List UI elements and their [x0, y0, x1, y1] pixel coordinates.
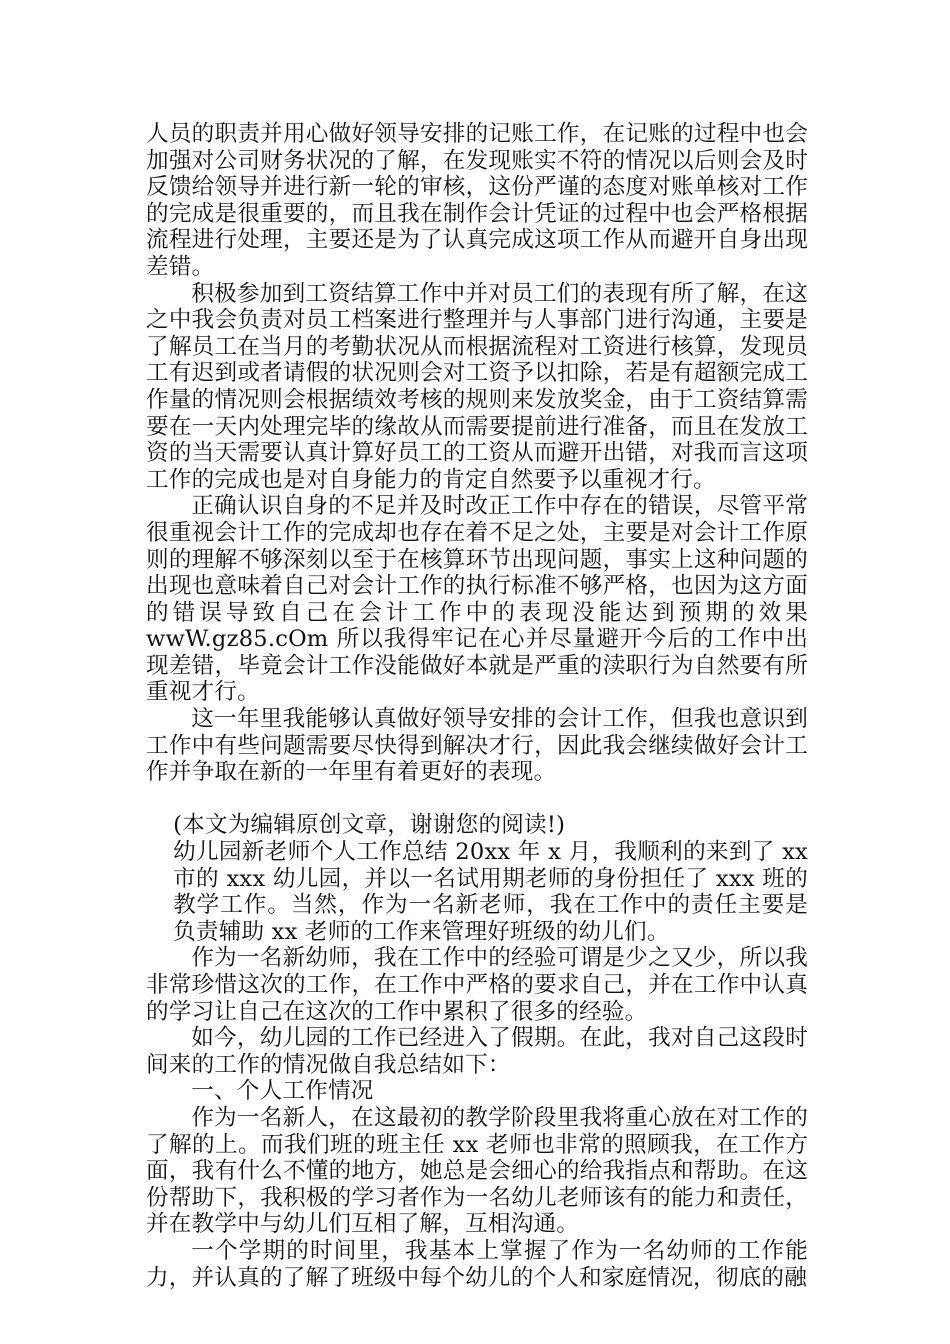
paragraph-summary-lead: 如今，幼儿园的工作已经进入了假期。在此，我对自己这段时间来的工作的情况做自我总结如下： — [146, 1025, 808, 1078]
paragraph-continuation: 人员的职责并用心做好领导安排的记账工作，在记账的过程中也会加强对公司财务状况的了解，在发现账实不符的情况以后则会及时反馈给领导并进行新一轮的审核，这份严谨的态度对账单核对工作的完成是很重要的，而且我在制作会计凭证的过程中也会严格根据流程进行处理，主要还是为了认真完成这项工作从而避开自身出现差错。 — [146, 121, 808, 280]
paragraph-semester: 一个学期的时间里，我基本上掌握了作为一名幼师的工作能力，并认真的了解了班级中每个幼儿的个人和家庭情况，彻底的融 — [146, 1237, 808, 1291]
editor-note: (本文为编辑原创文章，谢谢您的阅读!) — [173, 812, 566, 839]
second-article-intro: 幼儿园新老师个人工作总结 20xx 年 x 月，我顺利的来到了 xx 市的 xxx 幼儿园，并以一名试用期老师的身份担任了 xxx 班的教学工作。当然，作为一名新老师，我在工作中的责任主要是负责辅助 xx 老师的工作来管理好班级的幼儿们。 — [173, 839, 808, 945]
paragraph-shortcomings: 正确认识自身的不足并及时改正工作中存在的错误，尽管平常很重视会计工作的完成却也存在着不足之处，主要是对会计工作原则的理解不够深刻以至于在核算环节出现问题，事实上这种问题的出现也意味着自己对会计工作的执行标准不够严格，也因为这方面的错误导致自己在会计工作中的表现没能达到预期的效果 wwW.gz85.cOm 所以我得牢记在心并尽量避开今后的工作中出现差错，毕竟会计工作没能做好本就是严重的渎职行为自然要有所重视才行。 — [146, 493, 808, 706]
document-page — [146, 121, 808, 1291]
section-heading-personal-work: 一、个人工作情况 — [191, 1078, 374, 1105]
paragraph-conclusion: 这一年里我能够认真做好领导安排的会计工作，但我也意识到工作中有些问题需要尽快得到解决才行，因此我会继续做好会计工作并争取在新的一年里有着更好的表现。 — [146, 706, 808, 786]
paragraph-newcomer: 作为一名新人，在这最初的教学阶段里我将重心放在对工作的了解的上。而我们班的班主任 xx 老师也非常的照顾我，在工作方面，我有什么不懂的地方，她总是会细心的给我指点和帮助。在这份帮助下，我积极的学习者作为一名幼儿老师该有的能力和责任，并在教学中与幼儿们互相了解，互相沟通。 — [146, 1104, 808, 1238]
paragraph-salary: 积极参加到工资结算工作中并对员工们的表现有所了解，在这之中我会负责对员工档案进行整理并与人事部门进行沟通，主要是了解员工在当月的考勤状况从而根据流程对工资进行核算，发现员工有迟到或者请假的状况则会对工资予以扣除，若是有超额完成工作量的情况则会根据绩效考核的规则来发放奖金，由于工资结算需要在一天内处理完毕的缘故从而需要提前进行准备，而且在发放工资的当天需要认真计算好员工的工资从而避开出错，对我而言这项工作的完成也是对自身能力的肯定自然要予以重视才行。 — [146, 280, 808, 493]
paragraph-new-teacher: 作为一名新幼师，我在工作中的经验可谓是少之又少，所以我非常珍惜这次的工作，在工作中严格的要求自己，并在工作中认真的学习让自己在这次的工作中累积了很多的经验。 — [146, 945, 808, 1025]
